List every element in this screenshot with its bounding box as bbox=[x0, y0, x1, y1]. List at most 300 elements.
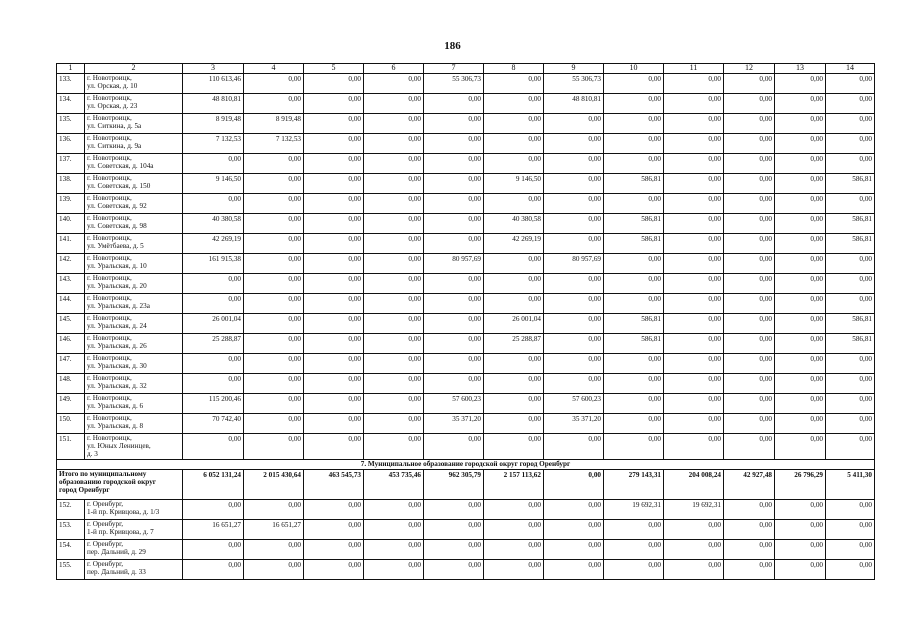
value-cell: 0,00 bbox=[826, 294, 875, 314]
total-value-cell: 962 305,79 bbox=[424, 470, 484, 500]
value-cell: 0,00 bbox=[544, 194, 604, 214]
row-index: 153. bbox=[57, 520, 85, 540]
value-cell: 0,00 bbox=[424, 134, 484, 154]
value-cell: 0,00 bbox=[304, 254, 364, 274]
page-number: 186 bbox=[444, 40, 461, 52]
table-row bbox=[57, 294, 875, 314]
value-cell: 0,00 bbox=[244, 314, 304, 334]
value-cell: 0,00 bbox=[664, 234, 724, 254]
row-index: 135. bbox=[57, 114, 85, 134]
value-cell: 0,00 bbox=[664, 314, 724, 334]
value-cell: 9 146,50 bbox=[183, 174, 244, 194]
table-row bbox=[57, 114, 875, 134]
value-cell: 0,00 bbox=[724, 154, 775, 174]
value-cell: 80 957,69 bbox=[544, 254, 604, 274]
value-cell: 0,00 bbox=[604, 520, 664, 540]
value-cell: 0,00 bbox=[304, 214, 364, 234]
row-index: 140. bbox=[57, 214, 85, 234]
value-cell: 0,00 bbox=[544, 274, 604, 294]
address-cell bbox=[85, 314, 183, 334]
value-cell: 0,00 bbox=[826, 500, 875, 520]
value-cell: 0,00 bbox=[775, 214, 826, 234]
value-cell: 0,00 bbox=[424, 154, 484, 174]
value-cell: 0,00 bbox=[364, 234, 424, 254]
value-cell: 8 919,48 bbox=[183, 114, 244, 134]
value-cell: 0,00 bbox=[364, 174, 424, 194]
value-cell: 0,00 bbox=[364, 114, 424, 134]
address-cell bbox=[85, 174, 183, 194]
value-cell: 0,00 bbox=[183, 560, 244, 580]
value-cell: 55 306,73 bbox=[424, 74, 484, 94]
value-cell: 0,00 bbox=[544, 314, 604, 334]
value-cell: 0,00 bbox=[484, 94, 544, 114]
value-cell: 0,00 bbox=[424, 334, 484, 354]
value-cell: 42 269,19 bbox=[484, 234, 544, 254]
value-cell: 0,00 bbox=[775, 234, 826, 254]
column-number: 2 bbox=[85, 64, 183, 74]
address-line: г. Оренбург, bbox=[87, 500, 124, 508]
value-cell: 0,00 bbox=[183, 540, 244, 560]
value-cell: 48 810,81 bbox=[183, 94, 244, 114]
value-cell: 0,00 bbox=[724, 94, 775, 114]
address-cell bbox=[85, 74, 183, 94]
value-cell: 0,00 bbox=[826, 520, 875, 540]
value-cell: 0,00 bbox=[244, 540, 304, 560]
value-cell: 0,00 bbox=[544, 134, 604, 154]
value-cell: 0,00 bbox=[724, 500, 775, 520]
value-cell: 0,00 bbox=[244, 174, 304, 194]
value-cell: 57 600,23 bbox=[424, 394, 484, 414]
value-cell: 0,00 bbox=[304, 294, 364, 314]
value-cell: 0,00 bbox=[664, 560, 724, 580]
table-row bbox=[57, 154, 875, 174]
total-value-cell: 2 015 430,64 bbox=[244, 470, 304, 500]
address-line: г. Новотроицк, bbox=[87, 394, 132, 402]
address-cell bbox=[85, 294, 183, 314]
value-cell: 0,00 bbox=[304, 174, 364, 194]
address-line: ул. Советская, д. 98 bbox=[87, 222, 147, 230]
table-row bbox=[57, 74, 875, 94]
value-cell: 0,00 bbox=[544, 154, 604, 174]
value-cell: 0,00 bbox=[364, 374, 424, 394]
value-cell: 0,00 bbox=[826, 394, 875, 414]
value-cell: 0,00 bbox=[775, 374, 826, 394]
address-line: ул. Умётбаева, д. 5 bbox=[87, 242, 144, 250]
value-cell: 0,00 bbox=[424, 520, 484, 540]
value-cell: 0,00 bbox=[604, 394, 664, 414]
value-cell: 0,00 bbox=[664, 434, 724, 460]
value-cell: 0,00 bbox=[244, 500, 304, 520]
address-line: ул. Уральская, д. 32 bbox=[87, 382, 147, 390]
value-cell: 0,00 bbox=[304, 434, 364, 460]
value-cell: 0,00 bbox=[244, 374, 304, 394]
value-cell: 0,00 bbox=[424, 234, 484, 254]
value-cell: 0,00 bbox=[304, 154, 364, 174]
value-cell: 55 306,73 bbox=[544, 74, 604, 94]
value-cell: 0,00 bbox=[826, 414, 875, 434]
total-value-cell: 279 143,31 bbox=[604, 470, 664, 500]
column-number: 12 bbox=[724, 64, 775, 74]
table-row bbox=[57, 274, 875, 294]
value-cell: 0,00 bbox=[724, 354, 775, 374]
value-cell: 0,00 bbox=[724, 194, 775, 214]
value-cell: 40 380,58 bbox=[183, 214, 244, 234]
row-index: 149. bbox=[57, 394, 85, 414]
address-line: ул. Ситкина, д. 5а bbox=[87, 122, 142, 130]
value-cell: 0,00 bbox=[775, 74, 826, 94]
value-cell: 0,00 bbox=[424, 94, 484, 114]
column-number-row bbox=[57, 64, 875, 74]
address-line: г. Новотроицк, bbox=[87, 214, 132, 222]
value-cell: 0,00 bbox=[775, 294, 826, 314]
row-index: 148. bbox=[57, 374, 85, 394]
value-cell: 0,00 bbox=[244, 74, 304, 94]
value-cell: 0,00 bbox=[304, 374, 364, 394]
value-cell: 0,00 bbox=[364, 434, 424, 460]
value-cell: 586,81 bbox=[604, 214, 664, 234]
value-cell: 0,00 bbox=[826, 254, 875, 274]
value-cell: 0,00 bbox=[364, 354, 424, 374]
value-cell: 0,00 bbox=[364, 294, 424, 314]
value-cell: 0,00 bbox=[484, 414, 544, 434]
value-cell: 0,00 bbox=[775, 354, 826, 374]
address-line: ул. Уральская, д. 24 bbox=[87, 322, 147, 330]
value-cell: 0,00 bbox=[724, 174, 775, 194]
total-value-cell: 0,00 bbox=[544, 470, 604, 500]
value-cell: 0,00 bbox=[664, 214, 724, 234]
value-cell: 16 651,27 bbox=[183, 520, 244, 540]
value-cell: 0,00 bbox=[424, 540, 484, 560]
address-line: ул. Уральская, д. 23а bbox=[87, 302, 150, 310]
address-cell bbox=[85, 334, 183, 354]
row-index: 142. bbox=[57, 254, 85, 274]
value-cell: 586,81 bbox=[826, 234, 875, 254]
data-table bbox=[56, 63, 875, 580]
address-line: ул. Советская, д. 104а bbox=[87, 162, 154, 170]
value-cell: 35 371,20 bbox=[544, 414, 604, 434]
value-cell: 9 146,50 bbox=[484, 174, 544, 194]
value-cell: 0,00 bbox=[775, 134, 826, 154]
address-line: г. Новотроицк, bbox=[87, 194, 132, 202]
row-index: 151. bbox=[57, 434, 85, 460]
column-number: 1 bbox=[57, 64, 85, 74]
value-cell: 586,81 bbox=[826, 214, 875, 234]
value-cell: 0,00 bbox=[544, 500, 604, 520]
value-cell: 8 919,48 bbox=[244, 114, 304, 134]
total-value-cell: 5 411,30 bbox=[826, 470, 875, 500]
value-cell: 0,00 bbox=[304, 274, 364, 294]
table-row bbox=[57, 134, 875, 154]
value-cell: 0,00 bbox=[724, 414, 775, 434]
table-row bbox=[57, 394, 875, 414]
value-cell: 0,00 bbox=[484, 274, 544, 294]
total-row bbox=[57, 470, 875, 500]
row-index: 143. bbox=[57, 274, 85, 294]
value-cell: 0,00 bbox=[424, 294, 484, 314]
total-value-cell: 2 157 113,62 bbox=[484, 470, 544, 500]
address-line: г. Новотроицк, bbox=[87, 234, 132, 242]
value-cell: 0,00 bbox=[775, 274, 826, 294]
column-number: 9 bbox=[544, 64, 604, 74]
address-line: г. Новотроицк, bbox=[87, 354, 132, 362]
value-cell: 0,00 bbox=[544, 560, 604, 580]
value-cell: 0,00 bbox=[775, 94, 826, 114]
row-index: 146. bbox=[57, 334, 85, 354]
value-cell: 16 651,27 bbox=[244, 520, 304, 540]
value-cell: 0,00 bbox=[604, 560, 664, 580]
value-cell: 0,00 bbox=[304, 74, 364, 94]
value-cell: 0,00 bbox=[604, 374, 664, 394]
table-row bbox=[57, 174, 875, 194]
total-value-cell: 463 545,73 bbox=[304, 470, 364, 500]
value-cell: 586,81 bbox=[604, 334, 664, 354]
value-cell: 0,00 bbox=[544, 354, 604, 374]
value-cell: 0,00 bbox=[604, 434, 664, 460]
table-row bbox=[57, 434, 875, 460]
value-cell: 19 692,31 bbox=[664, 500, 724, 520]
value-cell: 0,00 bbox=[244, 94, 304, 114]
address-line: пер. Дальний, д. 33 bbox=[87, 568, 146, 576]
value-cell: 0,00 bbox=[826, 94, 875, 114]
value-cell: 0,00 bbox=[724, 334, 775, 354]
value-cell: 0,00 bbox=[484, 294, 544, 314]
value-cell: 0,00 bbox=[775, 114, 826, 134]
value-cell: 0,00 bbox=[304, 520, 364, 540]
value-cell: 0,00 bbox=[304, 540, 364, 560]
value-cell: 586,81 bbox=[604, 314, 664, 334]
address-line: г. Новотроицк, bbox=[87, 294, 132, 302]
value-cell: 0,00 bbox=[604, 154, 664, 174]
value-cell: 0,00 bbox=[664, 134, 724, 154]
value-cell: 0,00 bbox=[544, 434, 604, 460]
column-number: 11 bbox=[664, 64, 724, 74]
value-cell: 0,00 bbox=[484, 394, 544, 414]
value-cell: 0,00 bbox=[826, 274, 875, 294]
value-cell: 0,00 bbox=[664, 414, 724, 434]
table-row bbox=[57, 540, 875, 560]
address-cell bbox=[85, 114, 183, 134]
value-cell: 0,00 bbox=[364, 194, 424, 214]
value-cell: 0,00 bbox=[304, 500, 364, 520]
address-line: 1-й пр. Кривцова, д. 7 bbox=[87, 528, 154, 536]
value-cell: 0,00 bbox=[244, 414, 304, 434]
address-cell bbox=[85, 354, 183, 374]
value-cell: 0,00 bbox=[244, 274, 304, 294]
value-cell: 0,00 bbox=[484, 560, 544, 580]
address-line: г. Новотроицк, bbox=[87, 114, 132, 122]
value-cell: 0,00 bbox=[604, 94, 664, 114]
value-cell: 0,00 bbox=[826, 154, 875, 174]
value-cell: 70 742,40 bbox=[183, 414, 244, 434]
address-cell bbox=[85, 234, 183, 254]
value-cell: 0,00 bbox=[304, 194, 364, 214]
value-cell: 0,00 bbox=[544, 214, 604, 234]
row-index: 145. bbox=[57, 314, 85, 334]
value-cell: 0,00 bbox=[484, 114, 544, 134]
value-cell: 0,00 bbox=[484, 434, 544, 460]
value-cell: 0,00 bbox=[244, 234, 304, 254]
table-row bbox=[57, 194, 875, 214]
section-header-row bbox=[57, 460, 875, 470]
total-label-line: город Оренбург bbox=[59, 486, 110, 494]
value-cell: 0,00 bbox=[724, 434, 775, 460]
value-cell: 0,00 bbox=[364, 94, 424, 114]
row-index: 152. bbox=[57, 500, 85, 520]
value-cell: 25 288,87 bbox=[183, 334, 244, 354]
address-line: ул. Ситкина, д. 9а bbox=[87, 142, 142, 150]
value-cell: 0,00 bbox=[724, 394, 775, 414]
value-cell: 0,00 bbox=[304, 560, 364, 580]
value-cell: 0,00 bbox=[724, 294, 775, 314]
value-cell: 0,00 bbox=[484, 500, 544, 520]
value-cell: 0,00 bbox=[183, 154, 244, 174]
value-cell: 0,00 bbox=[544, 540, 604, 560]
value-cell: 0,00 bbox=[724, 234, 775, 254]
table-row bbox=[57, 94, 875, 114]
value-cell: 0,00 bbox=[724, 314, 775, 334]
address-line: д. 3 bbox=[87, 450, 98, 458]
address-line: ул. Уральская, д. 30 bbox=[87, 362, 147, 370]
address-line: г. Новотроицк, bbox=[87, 414, 132, 422]
row-index: 144. bbox=[57, 294, 85, 314]
value-cell: 0,00 bbox=[364, 254, 424, 274]
value-cell: 0,00 bbox=[664, 394, 724, 414]
value-cell: 0,00 bbox=[724, 540, 775, 560]
table-row bbox=[57, 520, 875, 540]
address-cell bbox=[85, 560, 183, 580]
address-line: ул. Уральская, д. 8 bbox=[87, 422, 144, 430]
value-cell: 0,00 bbox=[604, 74, 664, 94]
row-index: 137. bbox=[57, 154, 85, 174]
value-cell: 0,00 bbox=[424, 274, 484, 294]
value-cell: 19 692,31 bbox=[604, 500, 664, 520]
value-cell: 0,00 bbox=[424, 354, 484, 374]
value-cell: 0,00 bbox=[775, 334, 826, 354]
value-cell: 0,00 bbox=[664, 194, 724, 214]
value-cell: 0,00 bbox=[424, 314, 484, 334]
address-cell bbox=[85, 414, 183, 434]
value-cell: 0,00 bbox=[544, 294, 604, 314]
value-cell: 0,00 bbox=[724, 134, 775, 154]
value-cell: 0,00 bbox=[664, 154, 724, 174]
value-cell: 0,00 bbox=[604, 274, 664, 294]
row-index: 150. bbox=[57, 414, 85, 434]
table-row bbox=[57, 234, 875, 254]
value-cell: 0,00 bbox=[775, 500, 826, 520]
value-cell: 0,00 bbox=[826, 374, 875, 394]
value-cell: 0,00 bbox=[544, 174, 604, 194]
value-cell: 0,00 bbox=[775, 414, 826, 434]
value-cell: 0,00 bbox=[364, 394, 424, 414]
value-cell: 7 132,53 bbox=[244, 134, 304, 154]
address-cell bbox=[85, 434, 183, 460]
value-cell: 0,00 bbox=[484, 74, 544, 94]
value-cell: 0,00 bbox=[664, 174, 724, 194]
table-row bbox=[57, 374, 875, 394]
value-cell: 0,00 bbox=[244, 354, 304, 374]
address-cell bbox=[85, 394, 183, 414]
value-cell: 26 001,04 bbox=[484, 314, 544, 334]
value-cell: 0,00 bbox=[826, 134, 875, 154]
value-cell: 0,00 bbox=[604, 194, 664, 214]
value-cell: 0,00 bbox=[724, 374, 775, 394]
address-cell bbox=[85, 154, 183, 174]
value-cell: 0,00 bbox=[364, 500, 424, 520]
column-number: 10 bbox=[604, 64, 664, 74]
value-cell: 0,00 bbox=[424, 174, 484, 194]
value-cell: 0,00 bbox=[826, 114, 875, 134]
row-index: 133. bbox=[57, 74, 85, 94]
value-cell: 0,00 bbox=[244, 194, 304, 214]
table-row bbox=[57, 560, 875, 580]
value-cell: 0,00 bbox=[544, 114, 604, 134]
row-index: 134. bbox=[57, 94, 85, 114]
column-number: 4 bbox=[244, 64, 304, 74]
value-cell: 0,00 bbox=[544, 374, 604, 394]
value-cell: 0,00 bbox=[724, 274, 775, 294]
address-line: ул. Юных Ленинцев, bbox=[87, 442, 151, 450]
value-cell: 0,00 bbox=[304, 114, 364, 134]
value-cell: 0,00 bbox=[424, 194, 484, 214]
value-cell: 0,00 bbox=[664, 540, 724, 560]
value-cell: 0,00 bbox=[244, 214, 304, 234]
value-cell: 0,00 bbox=[604, 114, 664, 134]
section-title: 7. Муниципальное образование городской округ город Оренбург bbox=[57, 460, 875, 470]
address-line: г. Новотроицк, bbox=[87, 74, 132, 82]
value-cell: 7 132,53 bbox=[183, 134, 244, 154]
total-value-cell: 204 008,24 bbox=[664, 470, 724, 500]
address-line: г. Новотроицк, bbox=[87, 374, 132, 382]
value-cell: 0,00 bbox=[424, 560, 484, 580]
value-cell: 0,00 bbox=[424, 434, 484, 460]
total-value-cell: 6 052 131,24 bbox=[183, 470, 244, 500]
value-cell: 0,00 bbox=[664, 520, 724, 540]
value-cell: 0,00 bbox=[544, 234, 604, 254]
value-cell: 0,00 bbox=[604, 294, 664, 314]
value-cell: 586,81 bbox=[604, 234, 664, 254]
value-cell: 0,00 bbox=[183, 274, 244, 294]
total-label-line: образованию городской округ bbox=[59, 478, 157, 486]
value-cell: 0,00 bbox=[664, 114, 724, 134]
value-cell: 0,00 bbox=[664, 274, 724, 294]
value-cell: 115 200,46 bbox=[183, 394, 244, 414]
address-cell bbox=[85, 214, 183, 234]
value-cell: 0,00 bbox=[364, 314, 424, 334]
value-cell: 0,00 bbox=[664, 254, 724, 274]
total-label bbox=[57, 470, 183, 500]
value-cell: 0,00 bbox=[364, 560, 424, 580]
value-cell: 0,00 bbox=[775, 174, 826, 194]
column-number: 3 bbox=[183, 64, 244, 74]
address-line: г. Новотроицк, bbox=[87, 274, 132, 282]
address-cell bbox=[85, 374, 183, 394]
value-cell: 0,00 bbox=[244, 254, 304, 274]
address-line: ул. Уральская, д. 6 bbox=[87, 402, 144, 410]
value-cell: 0,00 bbox=[775, 540, 826, 560]
value-cell: 0,00 bbox=[364, 214, 424, 234]
value-cell: 0,00 bbox=[775, 394, 826, 414]
address-cell bbox=[85, 254, 183, 274]
value-cell: 0,00 bbox=[484, 134, 544, 154]
address-line: г. Оренбург, bbox=[87, 540, 124, 548]
value-cell: 0,00 bbox=[304, 134, 364, 154]
value-cell: 0,00 bbox=[244, 154, 304, 174]
value-cell: 0,00 bbox=[364, 154, 424, 174]
table-row bbox=[57, 500, 875, 520]
address-line: г. Новотроицк, bbox=[87, 254, 132, 262]
total-value-cell: 26 796,29 bbox=[775, 470, 826, 500]
value-cell: 42 269,19 bbox=[183, 234, 244, 254]
